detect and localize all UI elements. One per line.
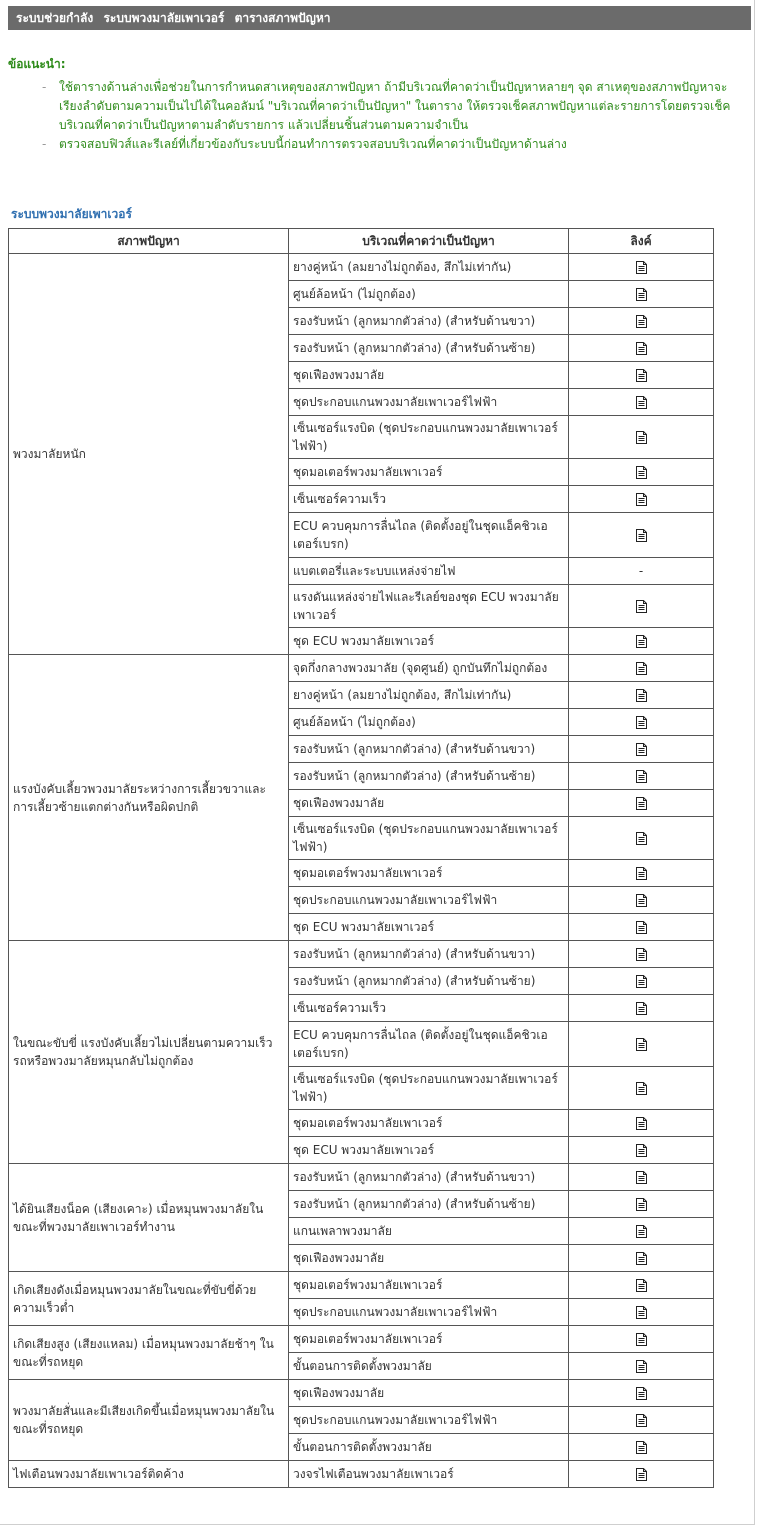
document-link[interactable] (636, 368, 647, 382)
link-cell (569, 1272, 714, 1299)
link-cell (569, 968, 714, 995)
area-cell: ขั้นตอนการติดตั้งพวงมาลัย (289, 1434, 569, 1461)
link-cell (569, 1380, 714, 1407)
link-cell (569, 1299, 714, 1326)
document-icon[interactable] (636, 1038, 647, 1051)
area-cell: ชุดมอเตอร์พวงมาลัยเพาเวอร์ (289, 860, 569, 887)
document-link[interactable] (636, 492, 647, 506)
trouble-table (8, 228, 714, 1488)
table-row (9, 941, 714, 968)
document-link[interactable] (636, 1305, 647, 1319)
document-icon[interactable] (636, 1279, 647, 1292)
document-icon[interactable] (636, 1144, 647, 1157)
area-cell: เซ็นเซอร์แรงบิด (ชุดประกอบแกนพวงมาลัยเพาเวอร์ไฟฟ้า) (289, 416, 569, 459)
document-link[interactable] (636, 528, 647, 542)
link-cell (569, 459, 714, 486)
advice-list (42, 78, 748, 154)
link-cell (569, 709, 714, 736)
document-icon[interactable] (636, 1333, 647, 1346)
area-cell: เซ็นเซอร์แรงบิด (ชุดประกอบแกนพวงมาลัยเพาเวอร์ไฟฟ้า) (289, 817, 569, 860)
area-cell: ชุดมอเตอร์พวงมาลัยเพาเวอร์ (289, 1272, 569, 1299)
area-cell: รองรับหน้า (ลูกหมากตัวล่าง) (สำหรับด้านซ้าย) (289, 335, 569, 362)
area-cell: ชุดประกอบแกนพวงมาลัยเพาเวอร์ไฟฟ้า (289, 887, 569, 914)
document-link[interactable] (636, 1386, 647, 1400)
document-link[interactable] (636, 769, 647, 783)
link-cell (569, 1022, 714, 1067)
document-icon[interactable] (636, 466, 647, 479)
breadcrumb (8, 6, 751, 30)
document-icon[interactable] (636, 1306, 647, 1319)
table-row (9, 1461, 714, 1488)
link-cell (569, 790, 714, 817)
link-cell (569, 860, 714, 887)
advice-item: - ตรวจสอบฟิวส์และรีเลย์ที่เกี่ยวข้องกับระบบนี้ก่อนทำการตรวจสอบบริเวณที่คาดว่าเป็นปัญหาด้านล่าง (42, 135, 748, 154)
document-icon[interactable] (636, 261, 647, 274)
document-link[interactable] (636, 688, 647, 702)
document-link[interactable] (636, 287, 647, 301)
document-link[interactable] (636, 465, 647, 479)
document-icon[interactable] (636, 1082, 647, 1095)
document-link[interactable] (636, 1278, 647, 1292)
table-row (9, 1326, 714, 1353)
document-link[interactable] (636, 395, 647, 409)
area-cell: ยางคู่หน้า (ลมยางไม่ถูกต้อง, สึกไม่เท่ากัน) (289, 254, 569, 281)
condition-cell: ไฟเตือนพวงมาลัยเพาเวอร์ติดค้าง (9, 1461, 289, 1488)
link-cell (569, 995, 714, 1022)
condition-cell: แรงบังคับเลี้ยวพวงมาลัยระหว่างการเลี้ยวขวาและการเลี้ยวซ้ายแตกต่างกันหรือผิดปกติ (9, 655, 289, 941)
link-cell (569, 416, 714, 459)
area-cell: ศูนย์ล้อหน้า (ไม่ถูกต้อง) (289, 281, 569, 308)
link-cell (569, 763, 714, 790)
document-link[interactable] (636, 1251, 647, 1265)
area-cell: ชุดเฟืองพวงมาลัย (289, 790, 569, 817)
document-icon[interactable] (636, 948, 647, 961)
link-cell (569, 1407, 714, 1434)
link-cell (569, 486, 714, 513)
area-cell: ชุดมอเตอร์พวงมาลัยเพาเวอร์ (289, 1326, 569, 1353)
condition-cell: ได้ยินเสียงน็อค (เสียงเคาะ) เมื่อหมุนพวงมาลัยในขณะที่พวงมาลัยเพาเวอร์ทำงาน (9, 1164, 289, 1272)
document-icon[interactable] (636, 635, 647, 648)
area-cell: ชุดเฟืองพวงมาลัย (289, 1245, 569, 1272)
area-cell: จุดกึ่งกลางพวงมาลัย (จุดศูนย์) ถูกบันทึกไม่ถูกต้อง (289, 655, 569, 682)
link-cell (569, 914, 714, 941)
link-cell (569, 308, 714, 335)
area-cell: เซ็นเซอร์ความเร็ว (289, 486, 569, 513)
document-icon[interactable] (636, 743, 647, 756)
area-cell: รองรับหน้า (ลูกหมากตัวล่าง) (สำหรับด้านซ้าย) (289, 1191, 569, 1218)
area-cell: รองรับหน้า (ลูกหมากตัวล่าง) (สำหรับด้านซ้าย) (289, 968, 569, 995)
document-icon[interactable] (636, 689, 647, 702)
area-cell: รองรับหน้า (ลูกหมากตัวล่าง) (สำหรับด้านขวา) (289, 941, 569, 968)
document-link[interactable] (636, 599, 647, 613)
area-cell: เซ็นเซอร์ความเร็ว (289, 995, 569, 1022)
advice-heading: ข้อแนะนำ: (8, 57, 66, 71)
document-link[interactable] (636, 341, 647, 355)
document-icon[interactable] (636, 529, 647, 542)
area-cell: ขั้นตอนการติดตั้งพวงมาลัย (289, 1353, 569, 1380)
document-link[interactable] (636, 1467, 647, 1481)
link-cell (569, 1218, 714, 1245)
document-link[interactable] (636, 866, 647, 880)
document-link[interactable] (636, 1359, 647, 1373)
area-cell: ชุดประกอบแกนพวงมาลัยเพาเวอร์ไฟฟ้า (289, 1299, 569, 1326)
document-link[interactable] (636, 1332, 647, 1346)
document-icon[interactable] (636, 1468, 647, 1481)
area-cell: รองรับหน้า (ลูกหมากตัวล่าง) (สำหรับด้านขวา) (289, 736, 569, 763)
document-icon[interactable] (636, 894, 647, 907)
link-cell (569, 1191, 714, 1218)
document-link[interactable] (636, 661, 647, 675)
link-cell (569, 281, 714, 308)
document-link[interactable] (636, 831, 647, 845)
document-icon[interactable] (636, 1252, 647, 1265)
link-cell (569, 736, 714, 763)
document-icon[interactable] (636, 921, 647, 934)
condition-cell: เกิดเสียงสูง (เสียงแหลม) เมื่อหมุนพวงมาลัยช้าๆ ในขณะที่รถหยุด (9, 1326, 289, 1380)
link-cell (569, 558, 714, 585)
document-link[interactable] (636, 1197, 647, 1211)
link-cell (569, 1326, 714, 1353)
table-row (9, 1164, 714, 1191)
document-icon[interactable] (636, 975, 647, 988)
document-link[interactable] (636, 1001, 647, 1015)
link-cell (569, 1110, 714, 1137)
condition-cell: พวงมาลัยหนัก (9, 254, 289, 655)
document-icon[interactable] (636, 770, 647, 783)
advice-item: - ใช้ตารางด้านล่างเพื่อช่วยในการกำหนดสาเหตุของสภาพปัญหา ถ้ามีบริเวณที่คาดว่าเป็นปัญหาหลายๆ จุด สาเหตุของสภาพปัญหาจะเรียงลำดับตามความเป็นไปได้ในคอลัมน์ "บริเวณที่คาดว่าเป็นปัญหา" ในตาราง ให้ตรวจเช็คสภาพปัญหาแต่ละรายการโดยตรวจเช็คบริเวณที่คาดว่าเป็นปัญหาตามลำดับรายการ แล้วเปลี่ยนชิ้นส่วนตามความจำเป็น (42, 78, 748, 135)
document-link[interactable] (636, 947, 647, 961)
document-icon[interactable] (636, 315, 647, 328)
document-link[interactable] (636, 634, 647, 648)
link-cell (569, 1353, 714, 1380)
document-icon[interactable] (636, 396, 647, 409)
table-body (9, 254, 714, 1488)
area-cell: รองรับหน้า (ลูกหมากตัวล่าง) (สำหรับด้านขวา) (289, 1164, 569, 1191)
link-cell (569, 817, 714, 860)
breadcrumb-item[interactable]: ระบบพวงมาลัยเพาเวอร์ (103, 11, 225, 25)
document-link[interactable] (636, 1081, 647, 1095)
area-cell: ชุด ECU พวงมาลัยเพาเวอร์ (289, 1137, 569, 1164)
area-cell: ชุด ECU พวงมาลัยเพาเวอร์ (289, 914, 569, 941)
document-link[interactable] (636, 742, 647, 756)
link-cell (569, 1137, 714, 1164)
document-icon[interactable] (636, 288, 647, 301)
breadcrumb-item: ตารางสภาพปัญหา (234, 11, 331, 25)
table-header-row (9, 229, 714, 254)
column-header-condition: สภาพปัญหา (9, 229, 289, 254)
link-cell (569, 1245, 714, 1272)
document-link[interactable] (636, 1037, 647, 1051)
link-cell (569, 254, 714, 281)
breadcrumb-item[interactable]: ระบบช่วยกำลัง (16, 11, 94, 25)
area-cell: ชุดมอเตอร์พวงมาลัยเพาเวอร์ (289, 1110, 569, 1137)
link-cell (569, 1067, 714, 1110)
document-icon[interactable] (636, 1387, 647, 1400)
document-icon[interactable] (636, 1198, 647, 1211)
document-icon[interactable] (636, 1360, 647, 1373)
link-cell (569, 1461, 714, 1488)
area-cell: แกนเพลาพวงมาลัย (289, 1218, 569, 1245)
document-link[interactable] (636, 974, 647, 988)
document-icon[interactable] (636, 493, 647, 506)
area-cell: แบตเตอรี่และระบบแหล่งจ่ายไฟ (289, 558, 569, 585)
area-cell: ECU ควบคุมการลื่นไถล (ติดตั้งอยู่ในชุดแอ็คชิวเอเตอร์เบรก) (289, 1022, 569, 1067)
area-cell: ชุดเฟืองพวงมาลัย (289, 1380, 569, 1407)
document-link[interactable] (636, 430, 647, 444)
condition-cell: พวงมาลัยสั่นและมีเสียงเกิดขึ้นเมื่อหมุนพวงมาลัยในขณะที่รถหยุด (9, 1380, 289, 1461)
document-icon[interactable] (636, 867, 647, 880)
document-link[interactable] (636, 260, 647, 274)
link-cell (569, 682, 714, 709)
document-icon[interactable] (636, 1171, 647, 1184)
area-cell: ชุดประกอบแกนพวงมาลัยเพาเวอร์ไฟฟ้า (289, 1407, 569, 1434)
area-cell: วงจรไฟเตือนพวงมาลัยเพาเวอร์ (289, 1461, 569, 1488)
area-cell: แรงดันแหล่งจ่ายไฟและรีเลย์ของชุด ECU พวงมาลัยเพาเวอร์ (289, 585, 569, 628)
table-row (9, 254, 714, 281)
link-cell (569, 941, 714, 968)
document-link[interactable] (636, 715, 647, 729)
document-link[interactable] (636, 314, 647, 328)
document-icon[interactable] (636, 1441, 647, 1454)
document-icon[interactable] (636, 431, 647, 444)
document-icon[interactable] (636, 1225, 647, 1238)
link-cell (569, 585, 714, 628)
area-cell: ชุดมอเตอร์พวงมาลัยเพาเวอร์ (289, 459, 569, 486)
link-cell (569, 1164, 714, 1191)
table-row (9, 1380, 714, 1407)
document-icon[interactable] (636, 369, 647, 382)
document-link[interactable] (636, 1170, 647, 1184)
area-cell: เซ็นเซอร์แรงบิด (ชุดประกอบแกนพวงมาลัยเพาเวอร์ไฟฟ้า) (289, 1067, 569, 1110)
link-cell (569, 1434, 714, 1461)
column-header-area: บริเวณที่คาดว่าเป็นปัญหา (289, 229, 569, 254)
condition-cell: ในขณะขับขี่ แรงบังคับเลี้ยวไม่เปลี่ยนตามความเร็วรถหรือพวงมาลัยหมุนกลับไม่ถูกต้อง (9, 941, 289, 1164)
document-link[interactable] (636, 1440, 647, 1454)
no-link-dash: - (638, 564, 644, 578)
link-cell (569, 513, 714, 558)
document-icon[interactable] (636, 342, 647, 355)
column-header-link: ลิงค์ (569, 229, 714, 254)
link-cell (569, 335, 714, 362)
document-icon[interactable] (636, 716, 647, 729)
document-link[interactable] (636, 920, 647, 934)
document-icon[interactable] (636, 662, 647, 675)
document-link[interactable] (636, 1413, 647, 1427)
document-icon[interactable] (636, 1414, 647, 1427)
document-link[interactable] (636, 1143, 647, 1157)
area-cell: ชุด ECU พวงมาลัยเพาเวอร์ (289, 628, 569, 655)
table-row (9, 655, 714, 682)
link-cell (569, 887, 714, 914)
area-cell: ชุดประกอบแกนพวงมาลัยเพาเวอร์ไฟฟ้า (289, 389, 569, 416)
area-cell: ศูนย์ล้อหน้า (ไม่ถูกต้อง) (289, 709, 569, 736)
table-row (9, 1272, 714, 1299)
document-icon[interactable] (636, 832, 647, 845)
link-cell (569, 655, 714, 682)
condition-cell: เกิดเสียงดังเมื่อหมุนพวงมาลัยในขณะที่ขับขี่ด้วยความเร็วต่ำ (9, 1272, 289, 1326)
document-icon[interactable] (636, 600, 647, 613)
area-cell: ยางคู่หน้า (ลมยางไม่ถูกต้อง, สึกไม่เท่ากัน) (289, 682, 569, 709)
area-cell: ECU ควบคุมการลื่นไถล (ติดตั้งอยู่ในชุดแอ็คชิวเอเตอร์เบรก) (289, 513, 569, 558)
document-link[interactable] (636, 893, 647, 907)
link-cell (569, 628, 714, 655)
document-icon[interactable] (636, 797, 647, 810)
document-icon[interactable] (636, 1002, 647, 1015)
area-cell: ชุดเฟืองพวงมาลัย (289, 362, 569, 389)
section-title: ระบบพวงมาลัยเพาเวอร์ (11, 207, 132, 221)
document-link[interactable] (636, 1116, 647, 1130)
document-icon[interactable] (636, 1117, 647, 1130)
link-cell (569, 362, 714, 389)
document-link[interactable] (636, 796, 647, 810)
link-cell (569, 389, 714, 416)
area-cell: รองรับหน้า (ลูกหมากตัวล่าง) (สำหรับด้านขวา) (289, 308, 569, 335)
document-link[interactable] (636, 1224, 647, 1238)
area-cell: รองรับหน้า (ลูกหมากตัวล่าง) (สำหรับด้านซ้าย) (289, 763, 569, 790)
